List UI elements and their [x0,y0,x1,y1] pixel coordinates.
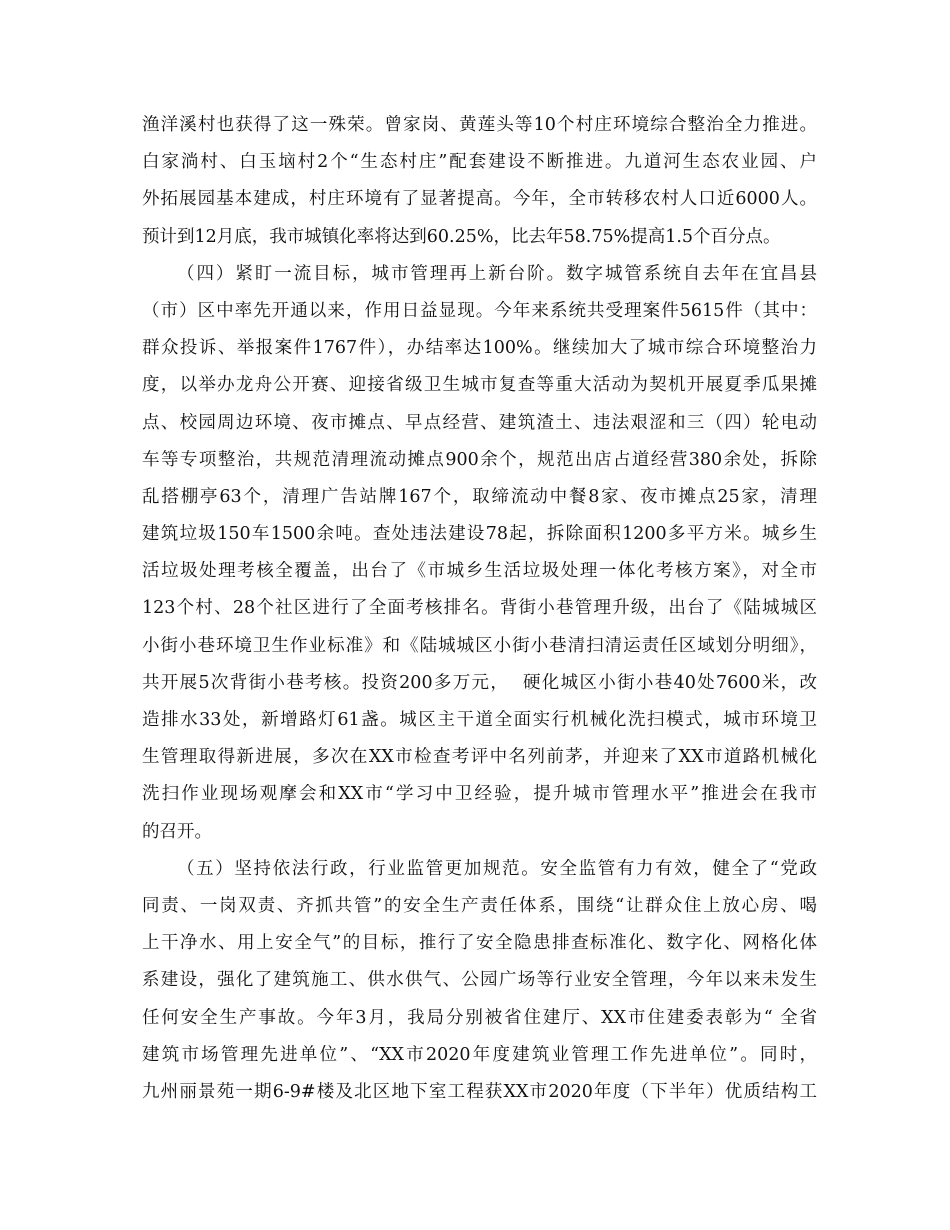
text-line: 系建设，强化了建筑施工、供水供气、公园广场等行业安全管理，今年以来未发生 [142,970,817,991]
text-line: （四）紧盯一流目标，城市管理再上新台阶。数字城管系统自去年在宜昌县 [177,263,817,284]
text-line: 点、校园周边环境、夜市摊点、早点经营、建筑渣土、违法艰涩和三（四）轮电动 [142,412,817,433]
paragraph-5-industry-supervision [142,851,817,1111]
text-line: 车等专项整治，共规范清理流动摊点900余个，规范出店占道经营380余处，拆除 [142,449,817,470]
text-line: 活垃圾处理考核全覆盖，出台了《市城乡生活垃圾处理一体化考核方案》，对全市 [142,561,817,582]
text-line: （市）区中率先开通以来，作用日益显现。今年来系统共受理案件5615件（其中： [142,300,817,321]
text-line: 渔洋溪村也获得了这一殊荣。曾家岗、黄莲头等10个村庄环境综合整治全力推进。 [142,115,817,135]
text-line: 群众投诉、举报案件1767件），办结率达100%。继续加大了城市综合环境整治力 [142,338,817,359]
document-page [142,107,817,1111]
text-line: 洗扫作业现场观摩会和XX市“学习中卫经验，提升城市管理水平”推进会在我市 [142,784,817,805]
text-line: 建筑垃圾150车1500余吨。查处违法建设78起，拆除面积1200多平方米。城乡生 [142,524,817,545]
text-line: 建筑市场管理先进单位”、“XX市2020年度建筑业管理工作先进单位”。同时， [142,1044,817,1065]
text-line: 乱搭棚亭63个，清理广告站牌167个，取缔流动中餐8家、夜市摊点25家，清理 [142,486,817,507]
text-line: 小街小巷环境卫生作业标准》和《陆城城区小街小巷清扫清运责任区域划分明细》， [142,635,817,656]
text-line: 上干净水、用上安全气”的目标，推行了安全隐患排查标准化、数字化、网格化体 [142,933,817,954]
text-line: 生管理取得新进展，多次在XX市检查考评中名列前茅，并迎来了XX市道路机械化 [142,747,817,768]
text-line: 共开展5次背街小巷考核。投资200多万元， 硬化城区小街小巷40处7600米，改 [142,672,817,693]
text-line: 度，以举办龙舟公开赛、迎接省级卫生城市复查等重大活动为契机开展夏季瓜果摊 [142,375,817,396]
paragraph-1 [142,107,817,256]
text-line: 的召开。 [142,821,212,842]
text-line: 任何安全生产事故。今年3月，我局分别被省住建厅、XX市住建委表彰为“ 全省 [142,1007,817,1028]
text-line: 预计到12月底，我市城镇化率将达到60.25%，比去年58.75%提高1.5个百分点。 [142,226,781,247]
text-line: （五）坚持依法行政，行业监管更加规范。安全监管有力有效，健全了“党政 [177,858,817,879]
text-line: 123个村、28个社区进行了全面考核排名。背街小巷管理升级，出台了《陆城城区 [142,598,817,619]
text-line: 九州丽景苑一期6-9#楼及北区地下室工程获XX市2020年度（下半年）优质结构工 [142,1081,817,1102]
paragraph-4-city-management [142,256,817,851]
text-line: 外拓展园基本建成，村庄环境有了显著提高。今年，全市转移农村人口近6000人。 [142,189,817,210]
text-line: 同责、一岗双责、齐抓共管”的安全生产责任体系，围绕“让群众住上放心房、喝 [142,895,817,916]
text-line: 白家淌村、白玉垴村2个“生态村庄”配套建设不断推进。九道河生态农业园、户 [142,152,817,173]
text-line: 造排水33处，新增路灯61盏。城区主干道全面实行机械化洗扫模式，城市环境卫 [142,710,817,730]
